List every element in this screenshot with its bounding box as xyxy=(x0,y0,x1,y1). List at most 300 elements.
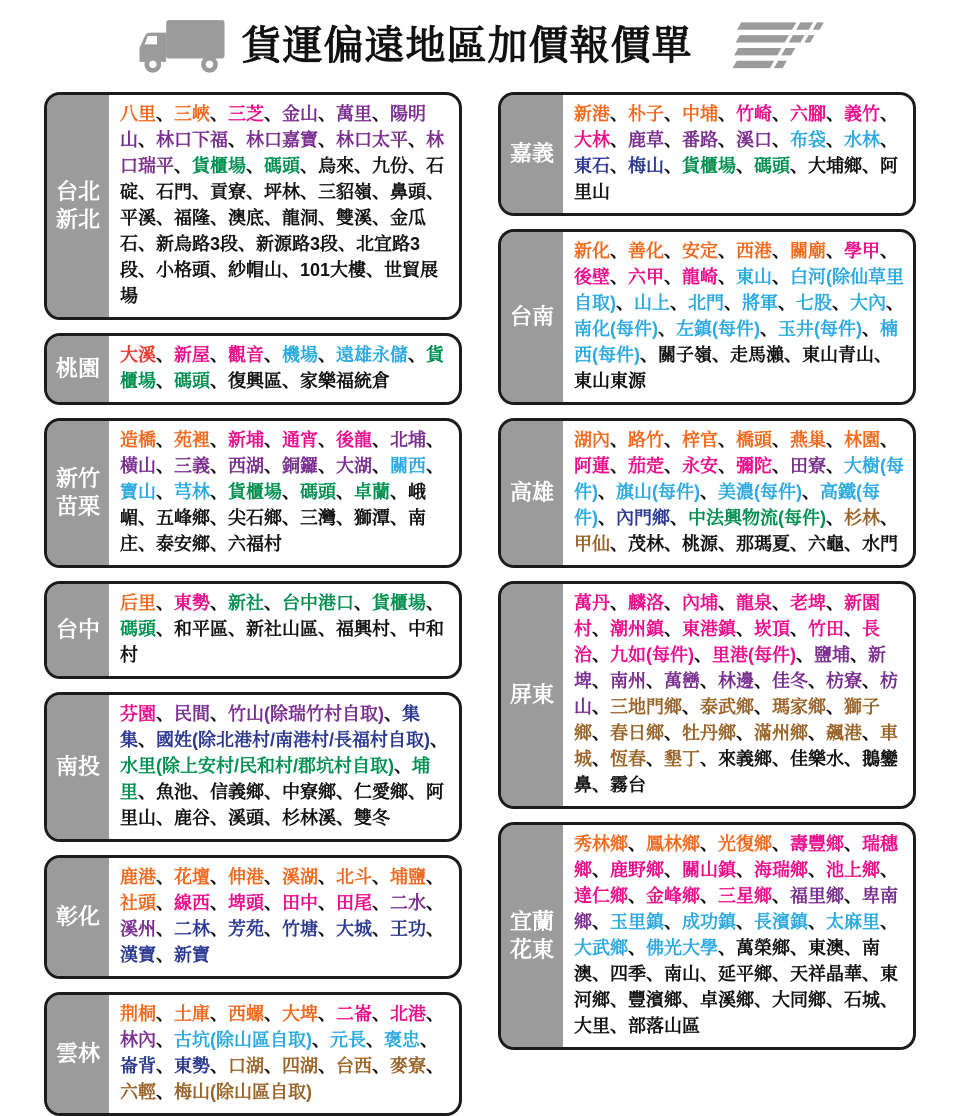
separator: 、 xyxy=(736,912,754,932)
place-name: 尖石鄉 xyxy=(228,508,282,528)
place-name: 和平區 xyxy=(174,619,228,639)
place-name: 四湖 xyxy=(282,1056,318,1076)
place-name: 碼頭 xyxy=(300,482,336,502)
separator: 、 xyxy=(156,208,174,228)
region-block-chiayi xyxy=(498,92,916,216)
separator: 、 xyxy=(808,860,826,880)
separator: 、 xyxy=(700,482,718,502)
place-name: 新社山區 xyxy=(246,619,318,639)
separator: 、 xyxy=(598,508,616,528)
place-name: 鹿谷 xyxy=(174,808,210,828)
separator: 、 xyxy=(318,619,336,639)
place-name: 六甲 xyxy=(628,267,664,287)
separator: 、 xyxy=(592,912,610,932)
place-name: 三芝 xyxy=(228,104,264,124)
place-name: 鹽埔 xyxy=(814,645,850,665)
place-name: 六龜 xyxy=(808,534,844,554)
place-name: 壽豐鄉 xyxy=(790,834,844,854)
place-name: 新園村 xyxy=(574,593,880,639)
separator: 、 xyxy=(670,508,688,528)
separator: 、 xyxy=(372,893,390,913)
separator: 、 xyxy=(156,482,174,502)
place-name: 鵝鑾鼻 xyxy=(574,749,898,795)
separator: 、 xyxy=(610,156,628,176)
region-block-taoyuan xyxy=(44,333,462,405)
separator: 、 xyxy=(264,782,282,802)
place-name: 六福村 xyxy=(228,534,282,554)
place-name: 機場 xyxy=(282,345,318,365)
separator: 、 xyxy=(718,593,736,613)
separator: 、 xyxy=(772,130,790,150)
separator: 、 xyxy=(426,593,444,613)
place-name: 造橋 xyxy=(120,430,156,450)
place-name: 麥寮 xyxy=(390,1056,426,1076)
place-name: 達仁鄉 xyxy=(574,886,628,906)
separator: 、 xyxy=(664,912,682,932)
place-name: 萬丹 xyxy=(574,593,610,613)
separator: 、 xyxy=(784,345,802,365)
separator: 、 xyxy=(264,593,282,613)
separator: 、 xyxy=(808,912,826,932)
separator: 、 xyxy=(390,619,408,639)
place-name: 六腳 xyxy=(790,104,826,124)
separator: 、 xyxy=(790,534,808,554)
place-name: 卓溪鄉 xyxy=(700,990,754,1010)
region-block-kaohsiung xyxy=(498,418,916,568)
separator: 、 xyxy=(354,593,372,613)
separator: 、 xyxy=(426,867,444,887)
separator: 、 xyxy=(312,1030,330,1050)
place-name: 獅潭 xyxy=(354,508,390,528)
place-name: 麟洛 xyxy=(628,593,664,613)
place-name: 古坑(除山區自取) xyxy=(174,1030,312,1050)
place-name: 新港 xyxy=(574,104,610,124)
place-name: 林邊 xyxy=(718,671,754,691)
separator: 、 xyxy=(628,834,646,854)
place-name: 西港 xyxy=(736,241,772,261)
separator: 、 xyxy=(772,593,790,613)
separator: 、 xyxy=(826,430,844,450)
place-name: 南化(每件) xyxy=(574,319,658,339)
separator: 、 xyxy=(156,919,174,939)
separator: 、 xyxy=(408,130,426,150)
separator: 、 xyxy=(192,182,210,202)
place-name: 坪林 xyxy=(264,182,300,202)
separator: 、 xyxy=(210,260,228,280)
separator: 、 xyxy=(210,345,228,365)
place-name: 那瑪夏 xyxy=(736,534,790,554)
separator: 、 xyxy=(246,156,264,176)
place-name: 大埔鄉 xyxy=(808,156,862,176)
separator: 、 xyxy=(592,860,610,880)
place-name: 老埤 xyxy=(790,593,826,613)
separator: 、 xyxy=(336,782,354,802)
place-name: 石門 xyxy=(156,182,192,202)
region-places-taichung xyxy=(109,584,459,676)
place-name: 北港 xyxy=(390,1004,426,1024)
separator: 、 xyxy=(318,345,336,365)
separator: 、 xyxy=(844,534,862,554)
place-name: 九份 xyxy=(372,156,408,176)
place-name: 潮州鎮 xyxy=(610,619,664,639)
place-name: 西湖 xyxy=(228,456,264,476)
place-name: 貨櫃場 xyxy=(372,593,426,613)
separator: 、 xyxy=(156,704,174,724)
separator: 、 xyxy=(664,267,682,287)
place-name: 褒忠 xyxy=(384,1030,420,1050)
place-name: 山上 xyxy=(634,293,670,313)
place-name: 金山 xyxy=(282,104,318,124)
place-name: 九如(每件) xyxy=(610,645,694,665)
place-name: 秀林鄉 xyxy=(574,834,628,854)
place-name: 白河(除仙草里自取) xyxy=(574,267,904,313)
place-name: 大溪 xyxy=(120,345,156,365)
place-name: 善化 xyxy=(628,241,664,261)
place-name: 新社 xyxy=(228,593,264,613)
separator: 、 xyxy=(372,208,390,228)
place-name: 豐濱鄉 xyxy=(628,990,682,1010)
separator: 、 xyxy=(862,319,880,339)
separator: 、 xyxy=(210,104,228,124)
place-name: 太麻里 xyxy=(826,912,880,932)
separator: 、 xyxy=(718,430,736,450)
separator: 、 xyxy=(318,208,336,228)
place-name: 觀音 xyxy=(228,345,264,365)
separator: 、 xyxy=(850,645,868,665)
place-name: 鹿草 xyxy=(628,130,664,150)
place-name: 貨櫃場 xyxy=(120,345,444,391)
separator: 、 xyxy=(664,593,682,613)
place-name: 鼻頭 xyxy=(390,182,426,202)
place-name: 竹崎 xyxy=(736,104,772,124)
place-name: 福里鄉 xyxy=(790,886,844,906)
place-name: 二林 xyxy=(174,919,210,939)
place-name: 三星鄉 xyxy=(718,886,772,906)
separator: 、 xyxy=(318,893,336,913)
separator: 、 xyxy=(372,919,390,939)
separator: 、 xyxy=(628,886,646,906)
place-name: 金瓜石 xyxy=(120,208,426,254)
place-name: 三灣 xyxy=(300,508,336,528)
separator: 、 xyxy=(808,723,826,743)
separator: 、 xyxy=(664,534,682,554)
separator: 、 xyxy=(408,345,426,365)
region-label-tainan: 台南 xyxy=(501,232,563,402)
place-name: 世貿展場 xyxy=(120,260,439,306)
place-name: 部落山區 xyxy=(628,1016,700,1036)
separator: 、 xyxy=(138,730,156,750)
separator: 、 xyxy=(210,808,228,828)
separator: 、 xyxy=(372,182,390,202)
place-name: 石城 xyxy=(844,990,880,1010)
place-name: 新屋 xyxy=(174,345,210,365)
separator: 、 xyxy=(282,260,300,280)
separator: 、 xyxy=(592,697,610,717)
place-name: 三地門鄉 xyxy=(610,697,682,717)
separator: 、 xyxy=(700,671,718,691)
separator: 、 xyxy=(832,293,850,313)
separator: 、 xyxy=(156,430,174,450)
place-name: 泰安鄉 xyxy=(156,534,210,554)
place-name: 彌陀 xyxy=(736,456,772,476)
separator: 、 xyxy=(880,130,898,150)
place-name: 北宜路3段 xyxy=(120,234,421,280)
separator: 、 xyxy=(664,104,682,124)
separator: 、 xyxy=(790,619,808,639)
separator: 、 xyxy=(264,456,282,476)
separator: 、 xyxy=(724,293,742,313)
separator: 、 xyxy=(844,834,862,854)
separator: 、 xyxy=(394,756,412,776)
place-name: 旗山(每件) xyxy=(616,482,700,502)
place-name: 二崙 xyxy=(336,1004,372,1024)
place-name: 車城 xyxy=(574,723,898,769)
separator: 、 xyxy=(760,319,778,339)
place-name: 佳冬 xyxy=(772,671,808,691)
separator: 、 xyxy=(318,430,336,450)
place-name: 後龍 xyxy=(336,430,372,450)
separator: 、 xyxy=(736,723,754,743)
separator: 、 xyxy=(796,645,814,665)
place-name: 四季 xyxy=(610,964,646,984)
separator: 、 xyxy=(318,104,336,124)
place-name: 芳苑 xyxy=(228,919,264,939)
place-name: 東勢 xyxy=(174,593,210,613)
region-places-pingtung xyxy=(563,584,913,806)
place-name: 橫山 xyxy=(120,456,156,476)
place-name: 中和村 xyxy=(120,619,444,665)
separator: 、 xyxy=(354,156,372,176)
place-name: 佛光大學 xyxy=(646,938,718,958)
region-block-tainan xyxy=(498,229,916,405)
place-name: 東山東源 xyxy=(574,371,646,391)
place-name: 朴子 xyxy=(628,104,664,124)
separator: 、 xyxy=(138,534,156,554)
separator: 、 xyxy=(210,704,228,724)
place-name: 東山 xyxy=(736,267,772,287)
place-name: 碼頭 xyxy=(264,156,300,176)
place-name: 中埔 xyxy=(682,104,718,124)
separator: 、 xyxy=(772,749,790,769)
place-name: 甲仙 xyxy=(574,534,610,554)
separator: 、 xyxy=(772,964,790,984)
place-name: 社頭 xyxy=(120,893,156,913)
place-name: 林口嘉寶 xyxy=(246,130,318,150)
separator: 、 xyxy=(844,749,862,769)
separator: 、 xyxy=(156,619,174,639)
separator: 、 xyxy=(264,1004,282,1024)
place-name: 阿蓮 xyxy=(574,456,610,476)
region-block-nantou xyxy=(44,692,462,842)
place-name: 通宵 xyxy=(282,430,318,450)
place-name: 大樹(每件) xyxy=(574,456,904,502)
place-name: 玉里鎮 xyxy=(610,912,664,932)
separator: 、 xyxy=(772,241,790,261)
place-name: 天祥晶華 xyxy=(790,964,862,984)
separator: 、 xyxy=(210,1004,228,1024)
separator: 、 xyxy=(238,234,257,254)
separator: 、 xyxy=(610,990,628,1010)
separator: 、 xyxy=(718,104,736,124)
place-name: 伸港 xyxy=(228,867,264,887)
separator: 、 xyxy=(772,834,790,854)
separator: 、 xyxy=(772,886,790,906)
place-name: 新化 xyxy=(574,241,610,261)
place-name: 阿里山 xyxy=(120,782,444,828)
separator: 、 xyxy=(862,723,880,743)
separator: 、 xyxy=(138,782,156,802)
place-name: 池上鄉 xyxy=(826,860,880,880)
separator: 、 xyxy=(826,508,844,528)
separator: 、 xyxy=(664,430,682,450)
place-name: 集集 xyxy=(120,704,420,750)
separator: 、 xyxy=(610,267,628,287)
place-name: 新烏路3段 xyxy=(156,234,239,254)
separator: 、 xyxy=(592,619,610,639)
separator: 、 xyxy=(664,456,682,476)
place-name: 三義 xyxy=(174,456,210,476)
separator: 、 xyxy=(610,456,628,476)
separator: 、 xyxy=(318,456,336,476)
region-label-taichung: 台中 xyxy=(47,584,109,676)
separator: 、 xyxy=(646,671,664,691)
separator: 、 xyxy=(336,482,354,502)
place-name: 茄萣 xyxy=(628,456,664,476)
separator: 、 xyxy=(300,182,318,202)
separator: 、 xyxy=(826,990,844,1010)
place-name: 關廟 xyxy=(790,241,826,261)
separator: 、 xyxy=(210,534,228,554)
place-name: 萬里 xyxy=(336,104,372,124)
separator: 、 xyxy=(210,456,228,476)
separator: 、 xyxy=(844,886,862,906)
place-name: 福興村 xyxy=(336,619,390,639)
place-name: 碼頭 xyxy=(754,156,790,176)
place-name: 王功 xyxy=(390,919,426,939)
place-name: 阿里山 xyxy=(574,156,898,202)
region-places-yilan-huadong xyxy=(563,825,913,1047)
place-name: 平溪 xyxy=(120,208,156,228)
place-name: 二水 xyxy=(390,893,426,913)
separator: 、 xyxy=(264,1056,282,1076)
place-name: 杉林溪 xyxy=(282,808,336,828)
separator: 、 xyxy=(246,182,264,202)
place-name: 魚池 xyxy=(156,782,192,802)
place-name: 新寶 xyxy=(174,945,210,965)
place-name: 三峽 xyxy=(174,104,210,124)
separator: 、 xyxy=(772,267,790,287)
separator: 、 xyxy=(808,671,826,691)
place-name: 北埔 xyxy=(390,430,426,450)
place-name: 梅山 xyxy=(628,156,664,176)
place-name: 燕巢 xyxy=(790,430,826,450)
place-name: 瑪家鄉 xyxy=(772,697,826,717)
separator: 、 xyxy=(646,749,664,769)
separator: 、 xyxy=(264,430,282,450)
place-name: 埤頭 xyxy=(228,893,264,913)
separator: 、 xyxy=(210,371,228,391)
separator: 、 xyxy=(658,319,676,339)
separator: 、 xyxy=(862,964,880,984)
separator: 、 xyxy=(372,430,390,450)
place-name: 義竹 xyxy=(844,104,880,124)
place-name: 高鐵(每件) xyxy=(574,482,880,528)
separator: 、 xyxy=(372,867,390,887)
separator: 、 xyxy=(156,808,174,828)
region-places-tainan xyxy=(563,232,913,402)
separator: 、 xyxy=(682,990,700,1010)
place-name: 內埔 xyxy=(682,593,718,613)
separator: 、 xyxy=(880,430,898,450)
place-name: 埔里 xyxy=(120,756,430,802)
separator: 、 xyxy=(616,293,634,313)
separator: 、 xyxy=(366,260,385,280)
place-name: 大湖 xyxy=(336,456,372,476)
separator: 、 xyxy=(210,1056,228,1076)
separator: 、 xyxy=(874,345,892,365)
separator: 、 xyxy=(282,508,300,528)
place-name: 貨櫃場 xyxy=(682,156,736,176)
place-name: 烏來 xyxy=(318,156,354,176)
place-name: 東山青山 xyxy=(802,345,874,365)
place-name: 大林 xyxy=(574,130,610,150)
separator: 、 xyxy=(318,867,336,887)
place-name: 南庄 xyxy=(120,508,426,554)
separator: 、 xyxy=(862,671,880,691)
place-name: 大內 xyxy=(850,293,886,313)
place-name: 海瑞鄉 xyxy=(754,860,808,880)
place-name: 獅子鄉 xyxy=(574,697,880,743)
separator: 、 xyxy=(318,1004,336,1024)
truck-icon xyxy=(136,16,228,76)
separator: 、 xyxy=(718,130,736,150)
separator: 、 xyxy=(264,208,282,228)
separator: 、 xyxy=(264,867,282,887)
place-name: 飆港 xyxy=(826,723,862,743)
place-name: 新埤 xyxy=(574,645,886,691)
separator: 、 xyxy=(646,964,664,984)
separator: 、 xyxy=(844,619,862,639)
region-block-taichung xyxy=(44,581,462,679)
region-block-pingtung xyxy=(498,581,916,809)
separator: 、 xyxy=(700,834,718,854)
place-name: 路竹 xyxy=(628,430,664,450)
separator: 、 xyxy=(156,593,174,613)
place-name: 水門 xyxy=(862,534,898,554)
separator: 、 xyxy=(156,1030,174,1050)
place-name: 龍崎 xyxy=(682,267,718,287)
separator: 、 xyxy=(736,619,754,639)
place-name: 崙背 xyxy=(120,1056,156,1076)
place-name: 三貂嶺 xyxy=(318,182,372,202)
separator: 、 xyxy=(156,945,174,965)
place-name: 苑裡 xyxy=(174,430,210,450)
separator: 、 xyxy=(426,430,444,450)
separator: 、 xyxy=(610,430,628,450)
separator: 、 xyxy=(682,697,700,717)
separator: 、 xyxy=(264,808,282,828)
place-name: 鳳林鄉 xyxy=(646,834,700,854)
separator: 、 xyxy=(880,104,898,124)
place-name: 復興區 xyxy=(228,371,282,391)
place-name: 杉林 xyxy=(844,508,880,528)
separator: 、 xyxy=(592,964,610,984)
place-name: 學甲 xyxy=(844,241,880,261)
separator: 、 xyxy=(790,938,808,958)
place-name: 溪頭 xyxy=(228,808,264,828)
place-name: 荆桐 xyxy=(120,1004,156,1024)
place-name: 元長 xyxy=(330,1030,366,1050)
